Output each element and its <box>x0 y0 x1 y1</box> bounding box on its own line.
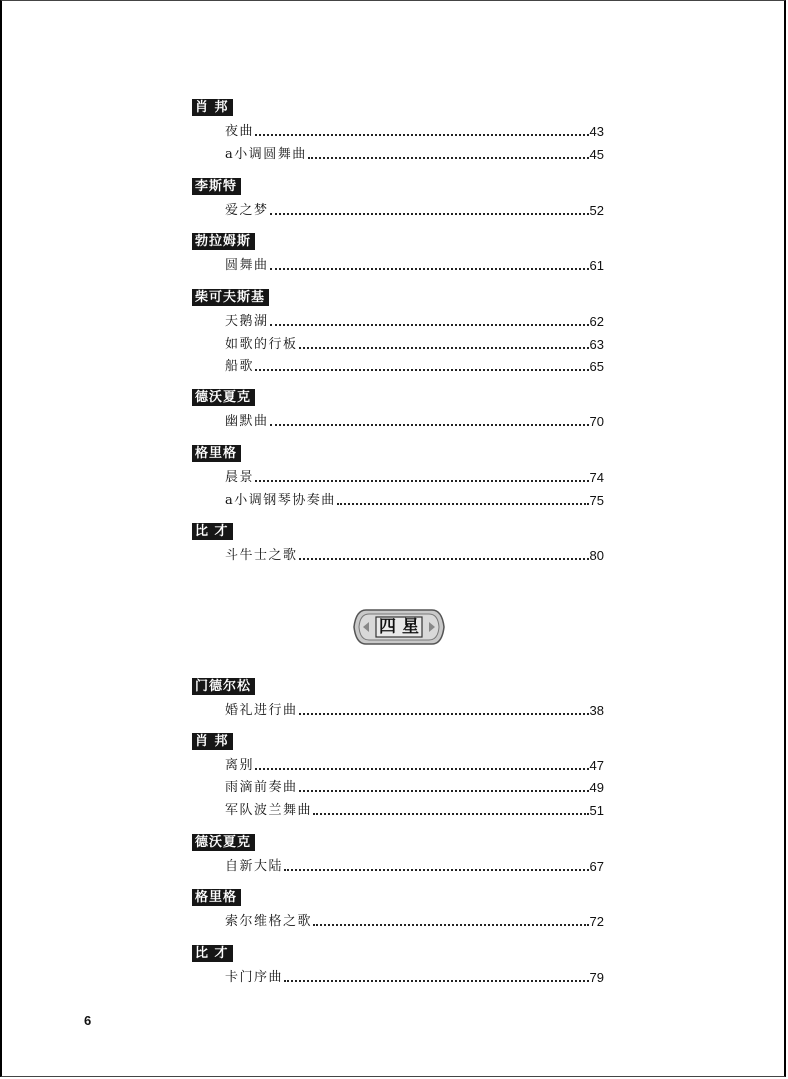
toc-entry[interactable] <box>225 547 604 565</box>
leader-dots <box>337 503 589 505</box>
leader-dots <box>270 424 589 426</box>
section-heading-badge <box>352 606 446 648</box>
entry-title: 晨景 <box>225 470 255 485</box>
leader-dots <box>299 713 589 715</box>
composer-label: 李斯特 <box>192 178 241 195</box>
toc-entry[interactable] <box>225 336 604 354</box>
toc-entry[interactable] <box>225 123 604 141</box>
toc-entry[interactable] <box>225 202 604 220</box>
entry-page: 62 <box>589 314 604 329</box>
entry-title: 索尔维格之歌 <box>225 914 313 929</box>
entry-page: 47 <box>589 758 604 773</box>
entry-title: 自新大陆 <box>225 859 284 874</box>
entry-title: 幽默曲 <box>225 414 269 429</box>
leader-dots <box>255 134 589 136</box>
composer-label: 柴可夫斯基 <box>192 289 269 306</box>
leader-dots <box>299 790 589 792</box>
toc-entry[interactable] <box>225 779 604 797</box>
toc-entry[interactable] <box>225 469 604 487</box>
toc-entry[interactable] <box>225 413 604 431</box>
entry-title: 离别 <box>225 758 255 773</box>
toc-entry[interactable] <box>225 492 604 510</box>
composer-label: 格里格 <box>192 889 241 906</box>
entry-title: 卡门序曲 <box>225 970 284 985</box>
toc-entry[interactable] <box>225 257 604 275</box>
entry-page: 72 <box>589 914 604 929</box>
entry-title: 爱之梦 <box>225 203 269 218</box>
entry-title: a小调钢琴协奏曲 <box>225 493 336 508</box>
leader-dots <box>284 980 589 982</box>
toc-entry[interactable] <box>225 757 604 775</box>
composer-label: 格里格 <box>192 445 241 462</box>
leader-dots <box>299 347 589 349</box>
leader-dots <box>313 924 589 926</box>
toc-entry[interactable] <box>225 358 604 376</box>
leader-dots <box>299 558 589 560</box>
leader-dots <box>270 213 589 215</box>
toc-entry[interactable] <box>225 313 604 331</box>
leader-dots <box>313 813 589 815</box>
leader-dots <box>284 869 589 871</box>
composer-label: 比 才 <box>192 523 233 540</box>
leader-dots <box>270 324 589 326</box>
entry-title: 军队波兰舞曲 <box>225 803 313 818</box>
page-number: 6 <box>84 1013 92 1028</box>
composer-label: 肖 邦 <box>192 99 233 116</box>
leader-dots <box>255 768 589 770</box>
toc-entry[interactable] <box>225 913 604 931</box>
composer-label: 德沃夏克 <box>192 834 255 851</box>
entry-title: 圆舞曲 <box>225 258 269 273</box>
entry-title: 船歌 <box>225 359 255 374</box>
entry-page: 79 <box>589 970 604 985</box>
composer-label: 德沃夏克 <box>192 389 255 406</box>
entry-page: 61 <box>589 258 604 273</box>
entry-page: 51 <box>589 803 604 818</box>
entry-page: 49 <box>589 780 604 795</box>
composer-label: 比 才 <box>192 945 233 962</box>
entry-title: 如歌的行板 <box>225 337 298 352</box>
entry-page: 63 <box>589 337 604 352</box>
section-heading: 四星 <box>379 617 425 637</box>
entry-title: a小调圆舞曲 <box>225 147 307 162</box>
entry-page: 38 <box>589 703 604 718</box>
leader-dots <box>308 157 589 159</box>
entry-page: 65 <box>589 359 604 374</box>
entry-title: 斗牛士之歌 <box>225 548 298 563</box>
composer-label: 勃拉姆斯 <box>192 233 255 250</box>
entry-page: 52 <box>589 203 604 218</box>
entry-title: 夜曲 <box>225 124 255 139</box>
entry-page: 75 <box>589 493 604 508</box>
composer-label: 门德尔松 <box>192 678 255 695</box>
entry-title: 雨滴前奏曲 <box>225 780 298 795</box>
leader-dots <box>255 369 589 371</box>
leader-dots <box>255 480 589 482</box>
entry-page: 80 <box>589 548 604 563</box>
toc-entry[interactable] <box>225 702 604 720</box>
toc-entry[interactable] <box>225 969 604 987</box>
leader-dots <box>270 268 589 270</box>
entry-title: 婚礼进行曲 <box>225 703 298 718</box>
entry-page: 43 <box>589 124 604 139</box>
entry-page: 70 <box>589 414 604 429</box>
entry-title: 天鹅湖 <box>225 314 269 329</box>
entry-page: 74 <box>589 470 604 485</box>
toc-entry[interactable] <box>225 802 604 820</box>
toc-entry[interactable] <box>225 146 604 164</box>
entry-page: 45 <box>589 147 604 162</box>
entry-page: 67 <box>589 859 604 874</box>
toc-entry[interactable] <box>225 858 604 876</box>
composer-label: 肖 邦 <box>192 733 233 750</box>
